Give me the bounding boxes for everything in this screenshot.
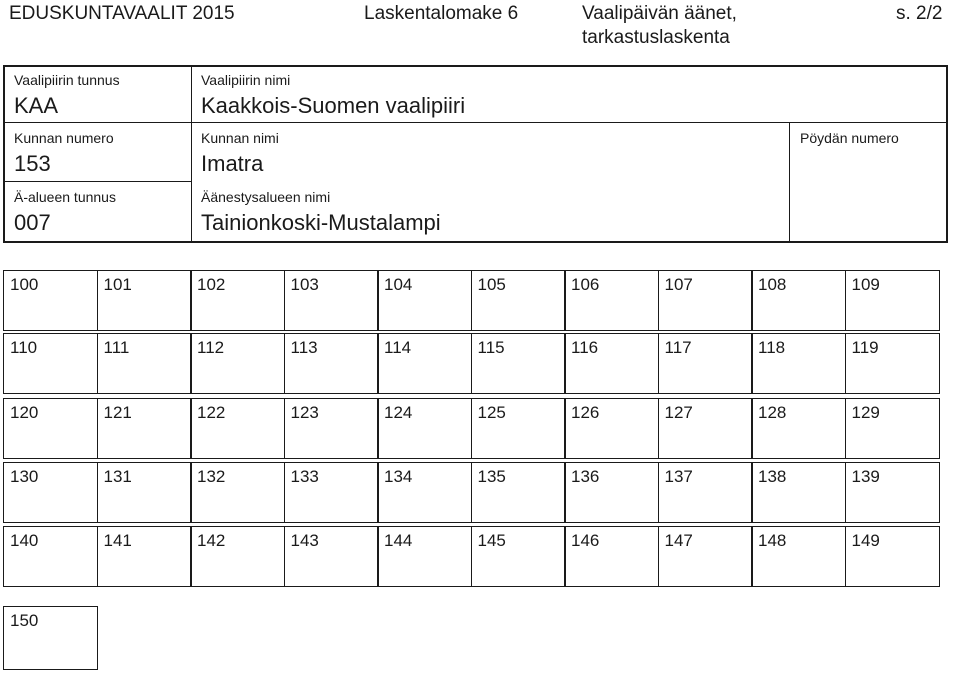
candidate-number-cell[interactable]: 123	[284, 398, 379, 459]
candidate-number-cell[interactable]: 133	[284, 462, 379, 523]
form-description-line2: tarkastuslaskenta	[582, 27, 730, 48]
candidate-number-cell[interactable]: 121	[97, 398, 192, 459]
grid-row	[3, 270, 938, 331]
candidate-number-cell[interactable]: 119	[845, 333, 940, 394]
municipality-name-label: Kunnan nimi	[201, 130, 279, 146]
candidate-number-cell[interactable]: 103	[284, 270, 379, 331]
candidate-number-cell[interactable]: 134	[377, 462, 472, 523]
candidate-number-cell[interactable]: 104	[377, 270, 472, 331]
candidate-number-cell[interactable]: 102	[190, 270, 285, 331]
candidate-number-cell[interactable]: 145	[471, 526, 566, 587]
grid-row	[3, 462, 938, 523]
candidate-number-cell[interactable]: 106	[564, 270, 659, 331]
candidate-number-cell[interactable]: 100	[3, 270, 98, 331]
candidate-number-cell[interactable]: 128	[751, 398, 846, 459]
candidate-number-cell[interactable]: 117	[658, 333, 753, 394]
area-name-value: Tainionkoski-Mustalampi	[201, 210, 441, 235]
candidate-number-cell[interactable]: 109	[845, 270, 940, 331]
info-divider-1	[191, 67, 192, 241]
candidate-number-cell[interactable]: 125	[471, 398, 566, 459]
grid-row	[3, 606, 97, 670]
info-box	[3, 65, 948, 243]
form-name: Laskentalomake 6	[364, 3, 519, 24]
table-number-label: Pöydän numero	[800, 130, 899, 146]
candidate-number-cell[interactable]: 149	[845, 526, 940, 587]
page-number: s. 2/2	[896, 3, 943, 24]
candidate-number-cell[interactable]: 105	[471, 270, 566, 331]
candidate-number-cell[interactable]: 130	[3, 462, 98, 523]
district-name-label: Vaalipiirin nimi	[201, 72, 291, 88]
candidate-number-cell[interactable]: 144	[377, 526, 472, 587]
municipality-number-value: 153	[14, 151, 51, 176]
candidate-number-cell[interactable]: 115	[471, 333, 566, 394]
candidate-number-cell[interactable]: 146	[564, 526, 659, 587]
candidate-number-cell[interactable]: 112	[190, 333, 285, 394]
candidate-number-cell[interactable]: 127	[658, 398, 753, 459]
candidate-number-cell[interactable]: 101	[97, 270, 192, 331]
candidate-number-cell[interactable]: 111	[97, 333, 192, 394]
candidate-number-cell[interactable]: 126	[564, 398, 659, 459]
candidate-number-cell[interactable]: 124	[377, 398, 472, 459]
info-divider-2	[789, 123, 790, 241]
candidate-number-cell[interactable]: 122	[190, 398, 285, 459]
form-description	[582, 2, 737, 50]
grid-row	[3, 398, 938, 459]
candidate-number-cell[interactable]: 129	[845, 398, 940, 459]
candidate-number-cell[interactable]: 143	[284, 526, 379, 587]
info-row-divider-1	[5, 122, 946, 123]
candidate-number-cell[interactable]: 140	[3, 526, 98, 587]
area-code-value: 007	[14, 210, 51, 235]
candidate-number-cell[interactable]: 108	[751, 270, 846, 331]
candidate-number-cell[interactable]: 147	[658, 526, 753, 587]
area-code-label: Ä-alueen tunnus	[14, 189, 116, 205]
candidate-number-cell[interactable]: 107	[658, 270, 753, 331]
info-row-divider-2	[5, 181, 191, 182]
candidate-number-cell[interactable]: 141	[97, 526, 192, 587]
candidate-number-cell[interactable]: 135	[471, 462, 566, 523]
candidate-number-cell[interactable]: 139	[845, 462, 940, 523]
district-code-label: Vaalipiirin tunnus	[14, 72, 120, 88]
municipality-name-value: Imatra	[201, 151, 264, 176]
candidate-number-cell[interactable]: 150	[3, 606, 98, 670]
grid-row	[3, 526, 938, 587]
candidate-number-cell[interactable]: 120	[3, 398, 98, 459]
candidate-number-cell[interactable]: 114	[377, 333, 472, 394]
candidate-number-cell[interactable]: 131	[97, 462, 192, 523]
candidate-number-cell[interactable]: 116	[564, 333, 659, 394]
district-code-value: KAA	[14, 93, 59, 118]
district-name-value: Kaakkois-Suomen vaalipiiri	[201, 93, 466, 118]
document-title: EDUSKUNTAVAALIT 2015	[9, 3, 235, 24]
candidate-number-cell[interactable]: 110	[3, 333, 98, 394]
candidate-number-cell[interactable]: 148	[751, 526, 846, 587]
candidate-number-cell[interactable]: 142	[190, 526, 285, 587]
candidate-number-cell[interactable]: 137	[658, 462, 753, 523]
candidate-number-cell[interactable]: 138	[751, 462, 846, 523]
municipality-number-label: Kunnan numero	[14, 130, 114, 146]
candidate-number-cell[interactable]: 113	[284, 333, 379, 394]
area-name-label: Äänestysalueen nimi	[201, 189, 331, 205]
candidate-number-cell[interactable]: 132	[190, 462, 285, 523]
grid-row	[3, 333, 938, 394]
form-description-line1: Vaalipäivän äänet,	[582, 3, 737, 24]
candidate-number-cell[interactable]: 118	[751, 333, 846, 394]
candidate-number-cell[interactable]: 136	[564, 462, 659, 523]
